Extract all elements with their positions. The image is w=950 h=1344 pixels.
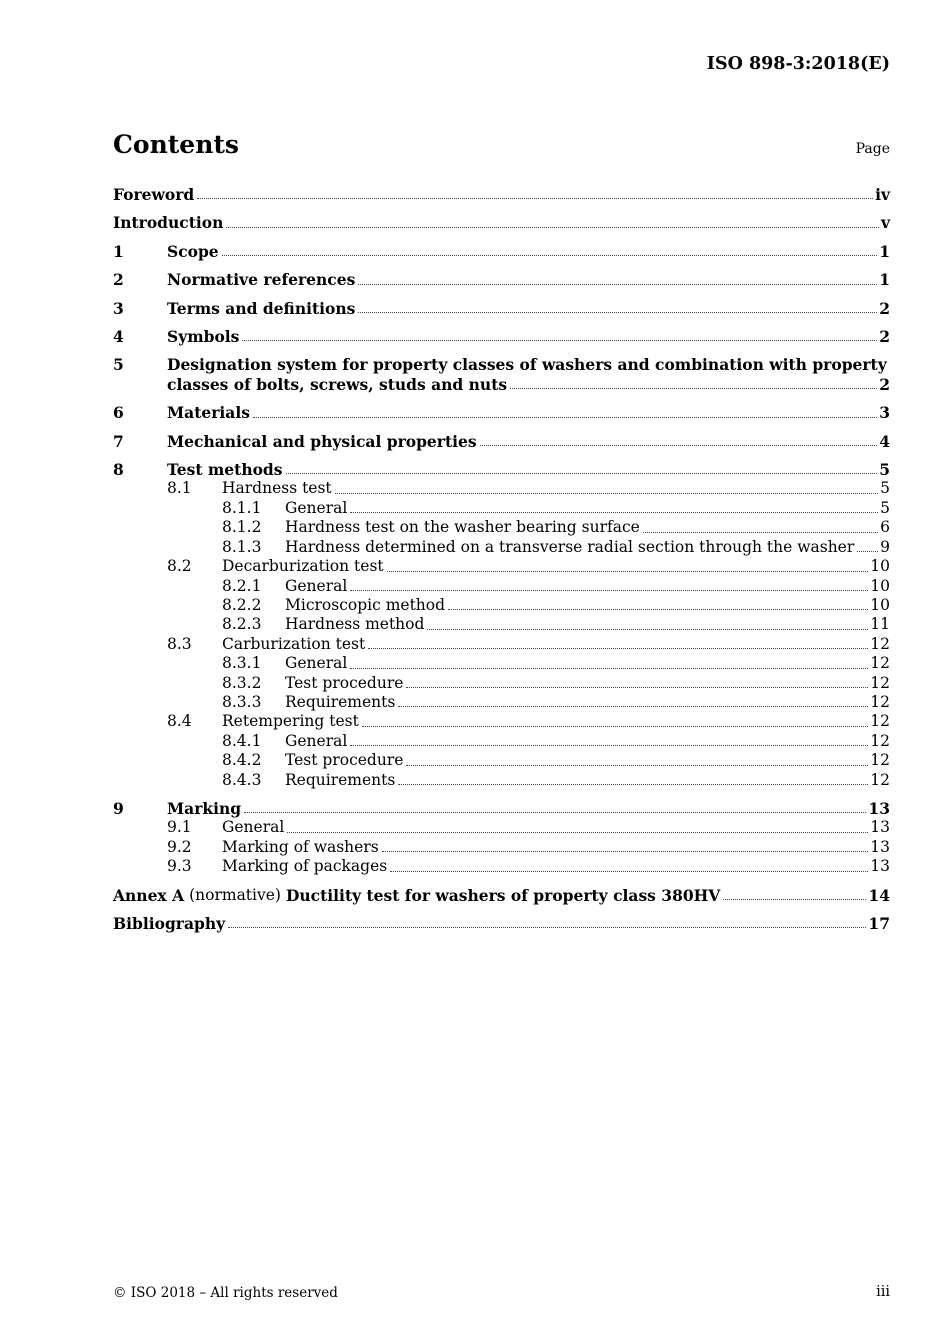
- toc-page: 3: [879, 403, 890, 423]
- toc-title: Marking of washers: [222, 837, 379, 856]
- toc-entry-carburization-procedure[interactable]: [113, 674, 890, 693]
- toc-annex-label: Annex A: [113, 885, 185, 905]
- leader-dots: [287, 832, 868, 833]
- toc-page: 11: [870, 615, 890, 634]
- toc-entry-normative-references[interactable]: [113, 270, 890, 289]
- leader-dots: [510, 388, 877, 389]
- toc-entry-scope[interactable]: [113, 242, 890, 261]
- toc-entry-symbols[interactable]: [113, 327, 890, 346]
- toc-title: Hardness test on the washer bearing surface: [285, 518, 640, 537]
- toc-title: Test procedure: [285, 751, 404, 770]
- toc-number: 4: [113, 327, 124, 347]
- toc-entry-retempering-requirements[interactable]: [113, 771, 890, 790]
- toc-number: 8.2: [167, 557, 192, 576]
- toc-entry-hardness-general[interactable]: [113, 499, 890, 518]
- toc-number: 8.3.1: [222, 654, 262, 673]
- toc-number: 8.1.3: [222, 537, 262, 556]
- toc-entry-designation-system[interactable]: [113, 355, 890, 394]
- toc-title: Mechanical and physical properties: [167, 431, 477, 451]
- leader-dots: [350, 512, 878, 513]
- toc-title: Decarburization test: [222, 557, 384, 576]
- toc-entry-carburization-requirements[interactable]: [113, 693, 890, 712]
- toc-number: 9.1: [167, 818, 192, 837]
- toc-number: 8.1: [167, 479, 192, 498]
- leader-dots: [427, 629, 868, 630]
- toc-entry-hardness-radial-section[interactable]: [113, 538, 890, 557]
- toc-number: 8.3: [167, 634, 192, 653]
- toc-number: 5: [113, 355, 124, 375]
- toc-page: 12: [870, 751, 890, 770]
- leader-dots: [723, 899, 866, 900]
- toc-entry-marking-of-packages[interactable]: [113, 857, 890, 876]
- toc-page: 2: [879, 298, 890, 318]
- toc-number: 8.3.2: [222, 673, 262, 692]
- toc-title: Test procedure: [285, 673, 404, 692]
- toc-title: General: [285, 654, 348, 673]
- leader-dots: [362, 726, 868, 727]
- toc-page: 1: [879, 241, 890, 261]
- contents-title: Contents: [113, 130, 240, 159]
- leader-dots: [398, 706, 868, 707]
- toc-entry-marking-of-washers[interactable]: [113, 838, 890, 857]
- leader-dots: [358, 284, 877, 285]
- toc-page: 12: [870, 712, 890, 731]
- leader-dots: [382, 851, 869, 852]
- leader-dots: [387, 571, 869, 572]
- toc-entry-retempering-general[interactable]: [113, 732, 890, 751]
- leader-dots: [222, 255, 878, 256]
- toc-title: Introduction: [113, 213, 224, 233]
- toc-number: 8.2.3: [222, 615, 262, 634]
- toc-title: Materials: [167, 403, 250, 423]
- toc-number: 7: [113, 431, 124, 451]
- footer-page-number: iii: [876, 1284, 890, 1300]
- toc-page: 5: [880, 498, 890, 517]
- toc-page: 12: [870, 634, 890, 653]
- toc-number: 8.4.3: [222, 770, 262, 789]
- leader-dots: [228, 927, 866, 928]
- toc-page: 10: [870, 576, 890, 595]
- toc-entry-introduction[interactable]: [113, 213, 890, 232]
- toc-page: 9: [880, 537, 890, 556]
- page-column-label: Page: [855, 141, 890, 157]
- toc-entry-annex-a[interactable]: [113, 886, 890, 905]
- toc-entry-decarburization-general[interactable]: [113, 577, 890, 596]
- toc-title: Scope: [167, 241, 219, 261]
- toc-page: iv: [875, 185, 890, 204]
- toc-title: General: [285, 576, 348, 595]
- toc-number: 8.4.2: [222, 751, 262, 770]
- toc-title: Normative references: [167, 270, 356, 290]
- toc-entry-mechanical-physical-properties[interactable]: [113, 432, 890, 451]
- toc-title: Marking of packages: [222, 857, 388, 876]
- toc-entry-bibliography[interactable]: [113, 914, 890, 933]
- toc-number: 8.2.1: [222, 576, 262, 595]
- leader-dots: [197, 198, 873, 199]
- toc-page: 1: [879, 270, 890, 290]
- toc-entry-terms-and-definitions[interactable]: [113, 299, 890, 318]
- toc-title: Hardness method: [285, 615, 425, 634]
- document-id: ISO 898-3:2018(E): [706, 54, 890, 74]
- toc-number: 1: [113, 241, 124, 261]
- toc-number: 8.3.3: [222, 692, 262, 711]
- toc-title-line-2: classes of bolts, screws, studs and nuts: [167, 374, 508, 394]
- toc-page: 13: [868, 798, 890, 818]
- toc-title: Microscopic method: [285, 595, 446, 614]
- leader-dots: [244, 812, 866, 813]
- toc-title: Hardness determined on a transverse radial section through the washer: [285, 537, 855, 556]
- toc-entry-hardness-method[interactable]: [113, 615, 890, 634]
- toc-page: 12: [870, 731, 890, 750]
- toc-page: 13: [870, 818, 890, 837]
- toc-page: v: [880, 213, 890, 233]
- toc-title: Carburization test: [222, 634, 366, 653]
- toc-entry-microscopic-method[interactable]: [113, 596, 890, 615]
- toc-title: Symbols: [167, 327, 240, 347]
- toc-entry-carburization-general[interactable]: [113, 654, 890, 673]
- toc-number: 2: [113, 270, 124, 290]
- leader-dots: [350, 590, 868, 591]
- leader-dots: [390, 871, 868, 872]
- toc-page: 4: [879, 431, 890, 451]
- toc-title-line-1: Designation system for property classes of washers and combination with property: [167, 355, 887, 375]
- toc-entry-marking-general[interactable]: [113, 818, 890, 837]
- toc-page: 13: [870, 837, 890, 856]
- toc-number: 3: [113, 298, 124, 318]
- toc-number: 8: [113, 460, 124, 480]
- toc-entry-carburization-test[interactable]: [113, 635, 890, 654]
- toc-entry-test-methods[interactable]: [113, 460, 890, 479]
- toc-number: 8.1.2: [222, 518, 262, 537]
- toc-page: 10: [870, 557, 890, 576]
- toc-page: 12: [870, 654, 890, 673]
- leader-dots: [335, 493, 878, 494]
- toc-page: 17: [868, 914, 890, 933]
- toc-page: 12: [870, 692, 890, 711]
- leader-dots: [226, 227, 879, 228]
- leader-dots: [448, 609, 868, 610]
- toc-entry-foreword[interactable]: [113, 185, 890, 204]
- toc-title: General: [285, 498, 348, 517]
- leader-dots: [242, 340, 877, 341]
- leader-dots: [350, 668, 868, 669]
- toc-number: 9.2: [167, 837, 192, 856]
- toc-entry-hardness-bearing-surface[interactable]: [113, 518, 890, 537]
- toc-number: 6: [113, 403, 124, 423]
- toc-page: 5: [880, 479, 890, 498]
- leader-dots: [643, 532, 878, 533]
- leader-dots: [253, 417, 877, 418]
- toc-title: General: [222, 818, 285, 837]
- toc-title: Requirements: [285, 770, 396, 789]
- toc-number: 8.1.1: [222, 498, 262, 517]
- toc-page: 14: [868, 885, 890, 905]
- toc-title: Hardness test: [222, 479, 332, 498]
- toc-entry-decarburization-test[interactable]: [113, 557, 890, 576]
- leader-dots: [406, 765, 868, 766]
- toc-title: General: [285, 731, 348, 750]
- toc-entry-hardness-test[interactable]: [113, 479, 890, 498]
- leader-dots: [286, 473, 878, 474]
- toc-page: 2: [879, 374, 890, 394]
- leader-dots: [368, 648, 868, 649]
- table-of-contents: [113, 185, 890, 933]
- toc-page: 12: [870, 673, 890, 692]
- leader-dots: [480, 445, 878, 446]
- toc-title: Test methods: [167, 460, 283, 480]
- toc-page: 12: [870, 770, 890, 789]
- toc-page: 10: [870, 595, 890, 614]
- toc-page: 6: [880, 518, 890, 537]
- toc-title: Requirements: [285, 692, 396, 711]
- toc-page: 13: [870, 857, 890, 876]
- leader-dots: [398, 784, 868, 785]
- toc-entry-materials[interactable]: [113, 403, 890, 422]
- toc-number: 8.4: [167, 712, 192, 731]
- leader-dots: [857, 551, 878, 552]
- toc-number: 9: [113, 798, 124, 818]
- toc-title: Terms and definitions: [167, 298, 356, 318]
- footer-copyright: © ISO 2018 – All rights reserved: [113, 1285, 338, 1301]
- leader-dots: [406, 687, 868, 688]
- toc-title: Marking: [167, 798, 242, 818]
- toc-number: 8.4.1: [222, 731, 262, 750]
- toc-number: 8.2.2: [222, 595, 262, 614]
- leader-dots: [350, 745, 868, 746]
- leader-dots: [358, 312, 877, 313]
- toc-number: 9.3: [167, 857, 192, 876]
- toc-title: Ductility test for washers of property class 380HV: [285, 885, 721, 905]
- toc-title: Bibliography: [113, 914, 226, 933]
- toc-entry-marking[interactable]: [113, 799, 890, 818]
- toc-annex-kind: (normative): [189, 885, 281, 904]
- toc-entry-retempering-procedure[interactable]: [113, 751, 890, 770]
- toc-page: 5: [879, 460, 890, 480]
- toc-title: Foreword: [113, 185, 195, 204]
- toc-entry-retempering-test[interactable]: [113, 712, 890, 731]
- toc-page: 2: [879, 327, 890, 347]
- toc-title: Retempering test: [222, 712, 359, 731]
